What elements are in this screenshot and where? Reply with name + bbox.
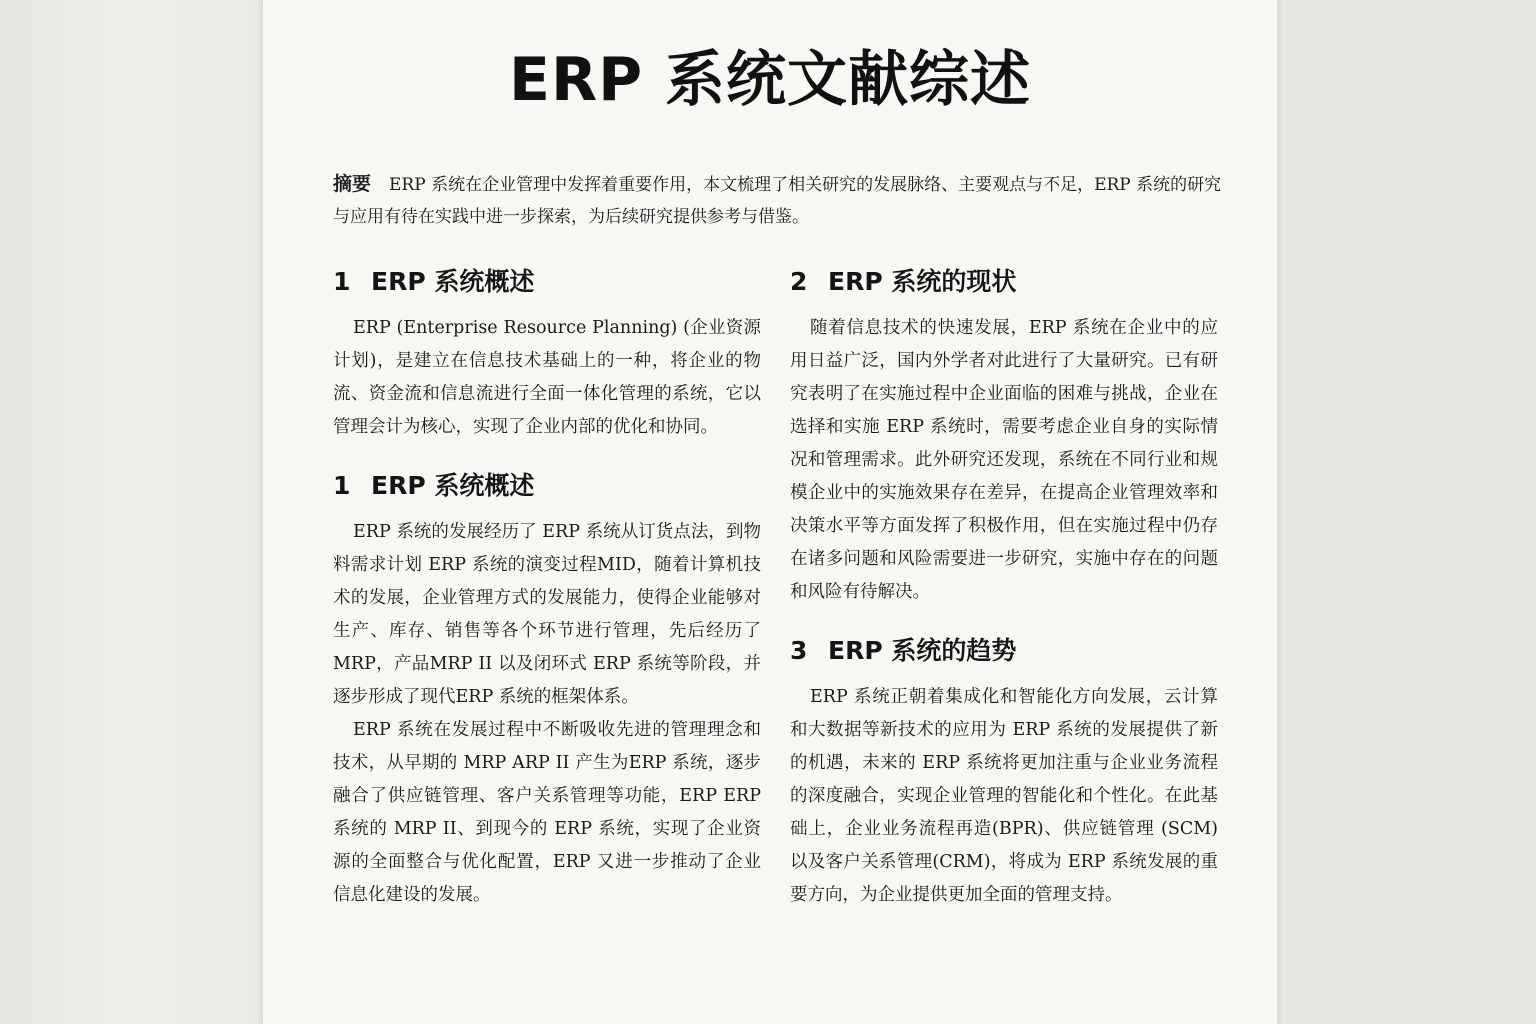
abstract-text: ERP 系统在企业管理中发挥着重要作用，本文梳理了相关研究的发展脉络、主要观点与不足，ERP 系统的研究与应用有待在实践中进一步探索，为后续研究提供参考与借鉴。 [333,175,1222,227]
section-paragraph: 随着信息技术的快速发展，ERP 系统在企业中的应用日益广泛，国内外学者对此进行了大量研究。已有研究表明了在实施过程中企业面临的困难与挑战，企业在选择和实施 ERP 系统时，需要考虑企业自身的实际情况和管理需求。此外研究还发现，系统在不同行业和规模企业中的实施效果存在差异，在提高企业管理效率和决策水平等方面发挥了积极作用，但在实施过程中仍存在诸多问题和风险需要进一步研究，实施中存在的问题和风险有待解决。 [790,318,1218,602]
section-paragraph: ERP 系统在发展过程中不断吸收先进的管理理念和技术，从早期的 MRP ARP II 产生为ERP 系统，逐步融合了供应链管理、客户关系管理等功能，ERP ERP 系统的 MRP II、到现今的 ERP 系统，实现了企业资源的全面整合与优化配置，ERP 又进一步推动了企业信息化建设的发展。 [333,720,761,905]
section-number: 1 [333,267,351,296]
left-column [333,262,761,912]
abstract [333,168,1223,233]
section-paragraph: ERP 系统正朝着集成化和智能化方向发展，云计算和大数据等新技术的应用为 ERP 系统的发展提供了新的机遇，未来的 ERP 系统将更加注重与企业业务流程的深度融合，实现企业管理的智能化和个性化。在此基础上，企业业务流程再造(BPR)、供应链管理 (SCM) 以及客户关系管理(CRM)，将成为 ERP 系统发展的重要方向，为企业提供更加全面的管理支持。 [790,687,1218,905]
section-title: ERP 系统的趋势 [828,636,1017,665]
abstract-label: 摘要 [333,173,372,195]
section-title: ERP 系统的现状 [828,267,1017,296]
section-heading-1b [333,466,761,506]
section-number: 2 [790,267,808,296]
section-paragraph: ERP (Enterprise Resource Planning) (企业资源计划)，是建立在信息技术基础上的一种，将企业的物流、资金流和信息流进行全面一体化管理的系统，它以管理会计为核心，实现了企业内部的优化和协同。 [333,318,761,437]
section-number: 3 [790,636,808,665]
section-title: ERP 系统概述 [371,471,535,500]
section-title: ERP 系统概述 [371,267,535,296]
section-heading-2 [790,262,1218,302]
document-page [262,0,1278,1024]
section-number: 1 [333,471,351,500]
section-heading-3 [790,631,1218,671]
right-column [790,262,1218,912]
document-title: ERP 系统文献综述 [508,45,1032,115]
section-paragraph: ERP 系统的发展经历了 ERP 系统从订货点法，到物料需求计划 ERP 系统的演变过程MID，随着计算机技术的发展，企业管理方式的发展能力，使得企业能够对生产、库存、销售等各个环节进行管理，先后经历了 MRP，产品MRP II 以及闭环式 ERP 系统等阶段，并逐步形成了现代ERP 系统的框架体系。 [333,522,761,707]
section-heading-1 [333,262,761,302]
